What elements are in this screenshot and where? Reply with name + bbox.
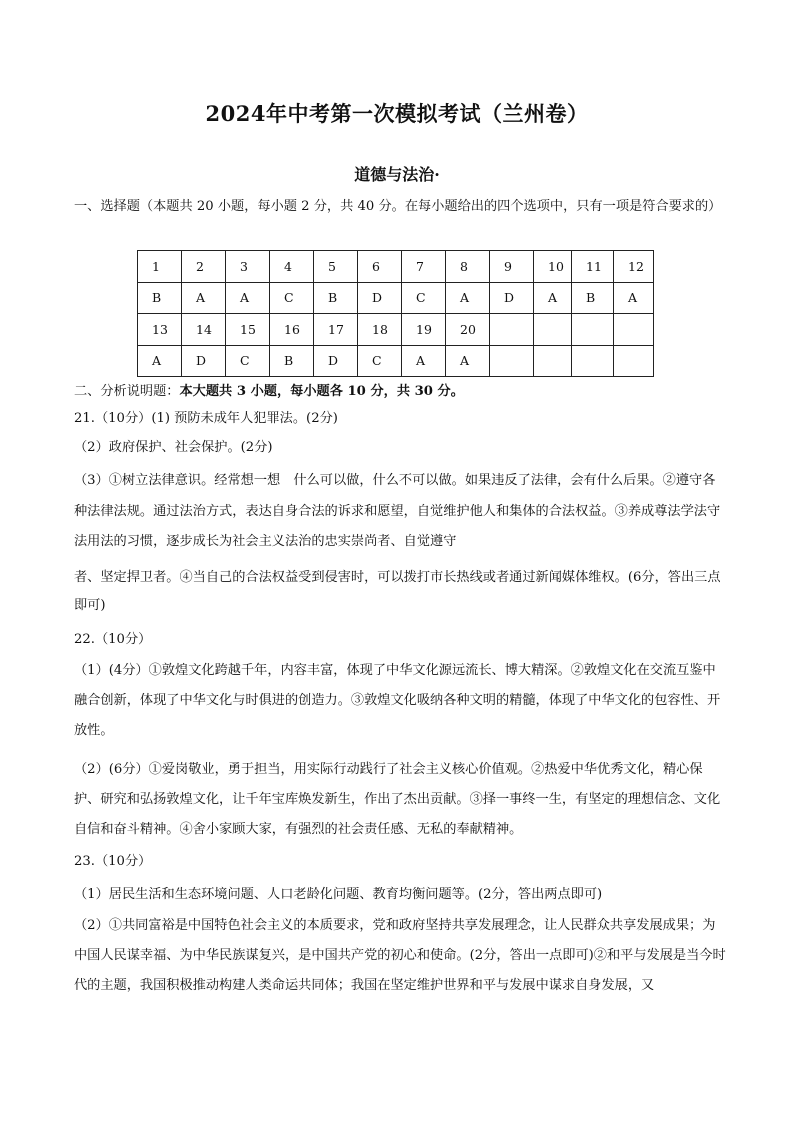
answer-table-cell: A [446, 345, 490, 377]
answer-table-row [138, 282, 654, 314]
subject-title: 道德与法治· [354, 165, 440, 184]
answer-table-cell: 13 [138, 314, 182, 346]
answer-table-cell: D [182, 345, 226, 377]
answer-table-row [138, 251, 654, 283]
q22-part1: （1）(4分）①敦煌文化跨越千年，内容丰富，体现了中华文化源远流长、博大精深。②敦煌文化在交流互鉴中融合创新，体现了中华文化与时俱进的创造力。③敦煌文化吸纳各种文明的精髓，体现了中华文化的包容性、开放性。 [74, 663, 721, 738]
section2-heading [74, 378, 726, 405]
answer-table-cell: C [402, 282, 446, 314]
answer-table-cell: 19 [402, 314, 446, 346]
answer-table-cell: 10 [534, 251, 572, 283]
answer-table-cell [614, 345, 654, 377]
answer-table-cell: 11 [572, 251, 614, 283]
answer-table-cell: 7 [402, 251, 446, 283]
q21-head: 21.（10分）(1) 预防未成年人犯罪法。(2分) [74, 411, 338, 426]
answer-table-cell [614, 314, 654, 346]
answer-table-cell [534, 314, 572, 346]
answer-table-cell [490, 314, 534, 346]
answer-table [137, 250, 654, 377]
answer-table-cell: A [402, 345, 446, 377]
page-title: 2024年中考第一次模拟考试（兰州卷） [205, 101, 589, 126]
answer-table-cell: 20 [446, 314, 490, 346]
section1-heading [74, 193, 726, 220]
answer-table-cell: 8 [446, 251, 490, 283]
answer-table-cell: C [358, 345, 402, 377]
answer-table-cell: 6 [358, 251, 402, 283]
answer-table-cell: 3 [226, 251, 270, 283]
answer-table-row [138, 345, 654, 377]
answer-table-cell: 9 [490, 251, 534, 283]
answer-table-cell: A [614, 282, 654, 314]
answer-table-cell: A [182, 282, 226, 314]
answer-table-cell: C [270, 282, 314, 314]
answer-table-cell: A [226, 282, 270, 314]
q21-part3: （3）①树立法律意识。经常想一想 什么可以做，什么不可以做。如果违反了法律，会有什么后果。②遵守各种法律法规。通过法治方式，表达自身合法的诉求和愿望，自觉维护他人和集体的合法权益。③养成尊法学法守法用法的习惯，逐步成长为社会主义法治的忠实崇尚者、自觉遵守 [74, 473, 721, 549]
q23-part2: （2）①共同富裕是中国特色社会主义的本质要求，党和政府坚持共享发展理念，让人民群众共享发展成果；为中国人民谋幸福、为中华民族谋复兴，是中国共产党的初心和使命。(2分，答出一点即可)②和平与发展是当今时代的主题，我国积极推动构建人类命运共同体；我国在坚定维护世界和平与发展中谋求自身发展，又 [74, 918, 726, 993]
answer-table-cell: B [270, 345, 314, 377]
answer-table-cell: B [572, 282, 614, 314]
answer-table-cell: 5 [314, 251, 358, 283]
answer-table-cell [572, 314, 614, 346]
answer-table-cell: A [138, 345, 182, 377]
q22-head: 22.（10分） [74, 632, 152, 647]
answer-table-cell: 18 [358, 314, 402, 346]
answer-table-cell: D [358, 282, 402, 314]
answer-table-cell: B [138, 282, 182, 314]
section1-heading-text: 一、选择题（本题共 20 小题，每小题 2 分，共 40 分。在每小题给出的四个选项中，只有一项是符合要求的） [74, 199, 722, 214]
answer-table-cell: A [534, 282, 572, 314]
q23-part1: （1）居民生活和生态环境问题、人口老龄化问题、教育均衡问题等。(2分，答出两点即可) [74, 887, 603, 902]
q21-part3-continued: 者、坚定捍卫者。④当自己的合法权益受到侵害时，可以拨打市长热线或者通过新闻媒体维权。(6分，答出三点即可) [74, 570, 721, 613]
answer-table-cell [534, 345, 572, 377]
answer-table-cell: D [314, 345, 358, 377]
answer-table-cell: 14 [182, 314, 226, 346]
q23-head: 23.（10分） [74, 854, 152, 869]
answer-table-cell: D [490, 282, 534, 314]
answer-table-cell: 4 [270, 251, 314, 283]
answer-table-cell: 1 [138, 251, 182, 283]
answer-table-cell: C [226, 345, 270, 377]
answer-table-cell: A [446, 282, 490, 314]
section2-heading-prefix: 二、分析说明题： [74, 384, 180, 399]
answer-table-cell: 2 [182, 251, 226, 283]
answer-table-cell: 16 [270, 314, 314, 346]
answer-table-row [138, 314, 654, 346]
answer-table-cell: 17 [314, 314, 358, 346]
q21-part2: （2）政府保护、社会保护。(2分) [74, 440, 273, 455]
answer-table-cell [572, 345, 614, 377]
answer-table-cell: 15 [226, 314, 270, 346]
answer-table-cell [490, 345, 534, 377]
answer-table-cell: B [314, 282, 358, 314]
q22-part2: （2）(6分）①爱岗敬业，勇于担当，用实际行动践行了社会主义核心价值观。②热爱中华优秀文化，精心保护、研究和弘扬敦煌文化，让千年宝库焕发新生，作出了杰出贡献。③择一事终一生，有坚定的理想信念、文化自信和奋斗精神。④舍小家顾大家，有强烈的社会责任感、无私的奉献精神。 [74, 762, 721, 837]
answer-table-cell: 12 [614, 251, 654, 283]
section2-heading-bold: 本大题共 3 小题，每小题各 10 分，共 30 分。 [179, 384, 464, 399]
